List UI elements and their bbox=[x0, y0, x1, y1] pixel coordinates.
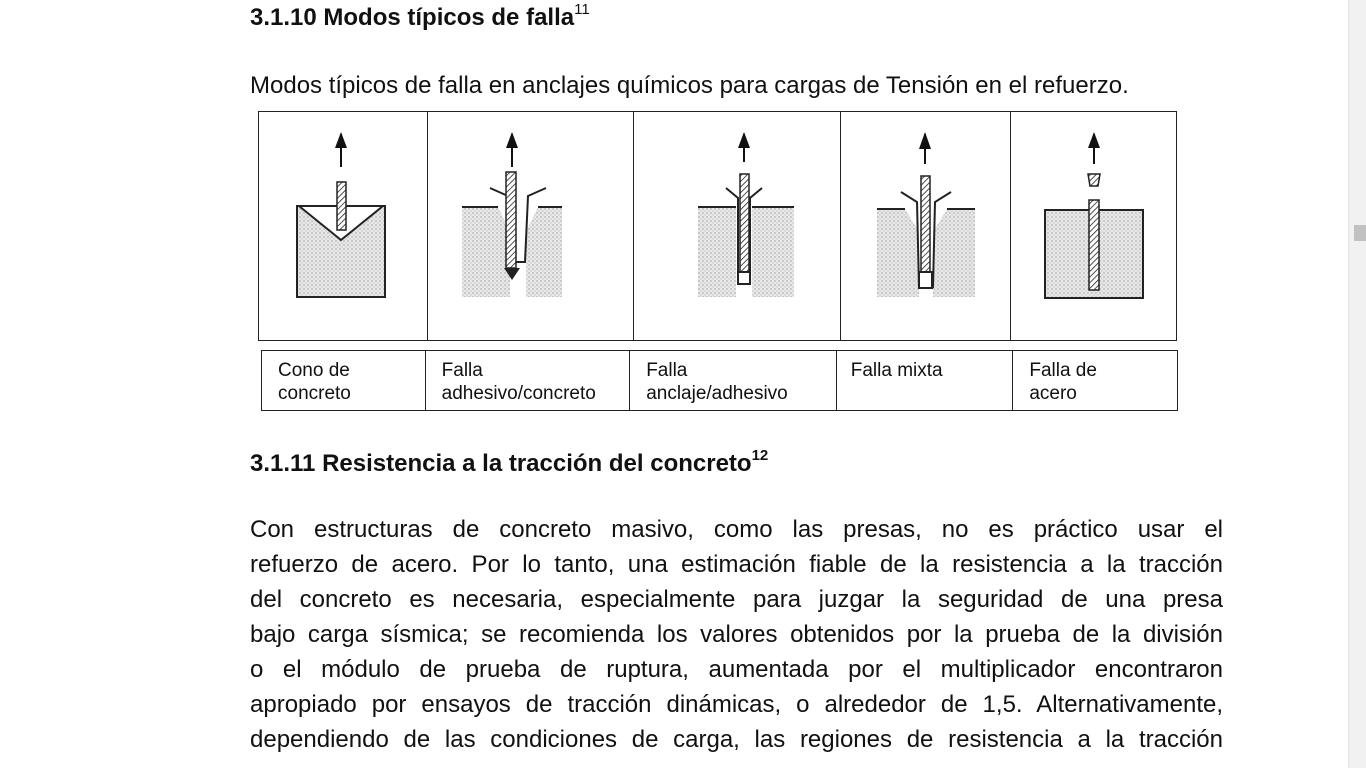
mixed-failure-diagram bbox=[841, 112, 1011, 340]
concrete-cone-failure-diagram bbox=[259, 112, 428, 340]
steel-failure-diagram bbox=[1011, 112, 1176, 340]
paragraph-line: refuerzo de acero. Por lo tanto, una estimación fiable de la resistencia a la tracción bbox=[250, 551, 1223, 578]
label-line: adhesivo/concreto bbox=[441, 383, 596, 404]
label-falla-adhesivo-concreto bbox=[426, 351, 631, 410]
label-line: Falla mixta bbox=[850, 360, 943, 381]
section-heading-text: 3.1.10 Modos típicos de falla bbox=[250, 4, 575, 31]
paragraph-line: del concreto es necesaria, especialmente para juzgar la seguridad de una presa bbox=[250, 586, 1223, 613]
paragraph-line: apropiado por ensayos de tracción dinámicas, o alrededor de 1,5. Alternativamente, bbox=[250, 691, 1223, 718]
label-line: Cono de bbox=[278, 360, 350, 381]
section-heading-3-1-11 bbox=[250, 447, 769, 478]
paragraph-line: Con estructuras de concreto masivo, como las presas, no es práctico usar el bbox=[250, 516, 1223, 543]
label-cono-de-concreto bbox=[262, 351, 426, 410]
vertical-scrollbar[interactable] bbox=[1348, 0, 1366, 768]
label-falla-mixta bbox=[837, 351, 1014, 410]
anchor-adhesive-failure-diagram bbox=[634, 112, 841, 340]
failure-modes-labels bbox=[261, 350, 1178, 411]
label-line: concreto bbox=[278, 383, 351, 404]
label-line: acero bbox=[1029, 383, 1077, 404]
label-line: anclaje/adhesivo bbox=[646, 383, 788, 404]
section-heading-3-1-10 bbox=[250, 1, 590, 32]
section-heading-text: 3.1.11 Resistencia a la tracción del concreto bbox=[250, 450, 752, 477]
label-line: Falla de bbox=[1029, 360, 1097, 381]
failure-modes-figure bbox=[258, 111, 1177, 341]
label-line: Falla bbox=[441, 360, 483, 381]
adhesive-concrete-failure-diagram bbox=[428, 112, 634, 340]
paragraph-line: o el módulo de prueba de ruptura, aumentada por el multiplicador encontraron bbox=[250, 656, 1223, 683]
body-paragraph bbox=[250, 512, 1223, 757]
label-falla-de-acero bbox=[1013, 351, 1177, 410]
paragraph-line: dependiendo de las condiciones de carga, las regiones de resistencia a la tracción bbox=[250, 726, 1223, 753]
scrollbar-thumb[interactable] bbox=[1354, 225, 1366, 241]
footnote-marker[interactable]: 12 bbox=[751, 447, 769, 464]
label-falla-anclaje-adhesivo bbox=[630, 351, 837, 410]
intro-paragraph: Modos típicos de falla en anclajes químicos para cargas de Tensión en el refuerzo. bbox=[250, 72, 1129, 99]
footnote-marker[interactable]: 11 bbox=[574, 1, 590, 18]
paragraph-line: bajo carga sísmica; se recomienda los valores obtenidos por la prueba de la división bbox=[250, 621, 1223, 648]
label-line: Falla bbox=[646, 360, 688, 381]
